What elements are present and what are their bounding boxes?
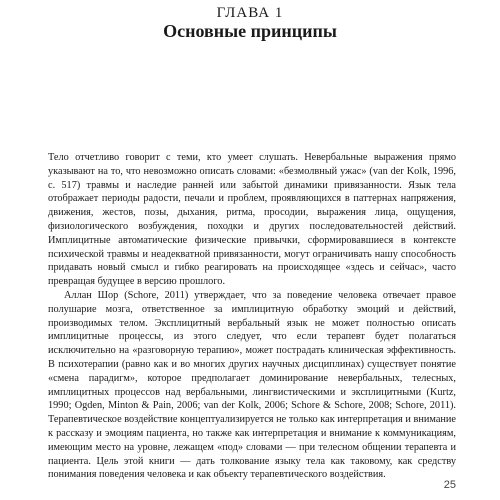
paragraph-1: Тело отчетливо говорит с теми, кто умеет слушать. Невербальные выражения прямо указывают на то, что невозможно описать словами: «безмолвный ужас» (van der Kolk, 1996, с. 517) травмы и наследие ранней или забытой динамики привязанности. Язык тела отображает периоды радости, печали и проблем, проявляющихся в паттернах напряжения, движения, жестов, позы, дыхания, ритма, просодии, выражения лица, ощущения, физиологического возбуждения, походки и других последовательностей действий. Имплицитные автоматические физические привычки, сформировавшиеся в контексте психической травмы и неадекватной привязанности, могут ограничивать нашу способность придавать новый смысл и гибко реагировать на происходящее «здесь и сейчас», часто превращая будущее в версию прошлого. — [48, 152, 456, 288]
paragraph-2: Аллан Шор (Schore, 2011) утверждает, что за поведение человека отвечает правое полушарие мозга, ответственное за имплицитную обработку эмоций и действий, производимых телом. Эксплицитный вербальный язык не может полностью описать имплицитные процессы, из этого следует, что если терапевт будет полагаться исключительно на «разговорную терапию», может пострадать клиническая эффективность. В психотерапии (равно как и во многих других научных дисциплинах) существует понятие «смена парадигм», которое предполагает доминирование невербальных, телесных, имплицитных процессов над вербальными, лингвистическими и эксплицитными (Kurtz, 1990; Ogden, Minton & Pain, 2006; van der Kolk, 2006; Schore & Schore, 2008; Schore, 2011). Терапевтическое воздействие концептуализируется не только как интерпретация и внимание к рассказу и эмоциям пациента, но также как интерпретация и внимание к коммуникациям, имеющим место на уровне, лежащем «под» словами — при телесном общении терапевта и пациента. Цель этой книги — дать толкование языку тела как таковому, как средству понимания поведения человека и как объекту терапевтического воздействия. — [48, 289, 456, 481]
body-text — [48, 151, 456, 482]
page-number: 25 — [443, 479, 456, 491]
chapter-label: ГЛАВА 1 — [216, 5, 284, 21]
chapter-title: Основные принципы — [163, 21, 337, 41]
